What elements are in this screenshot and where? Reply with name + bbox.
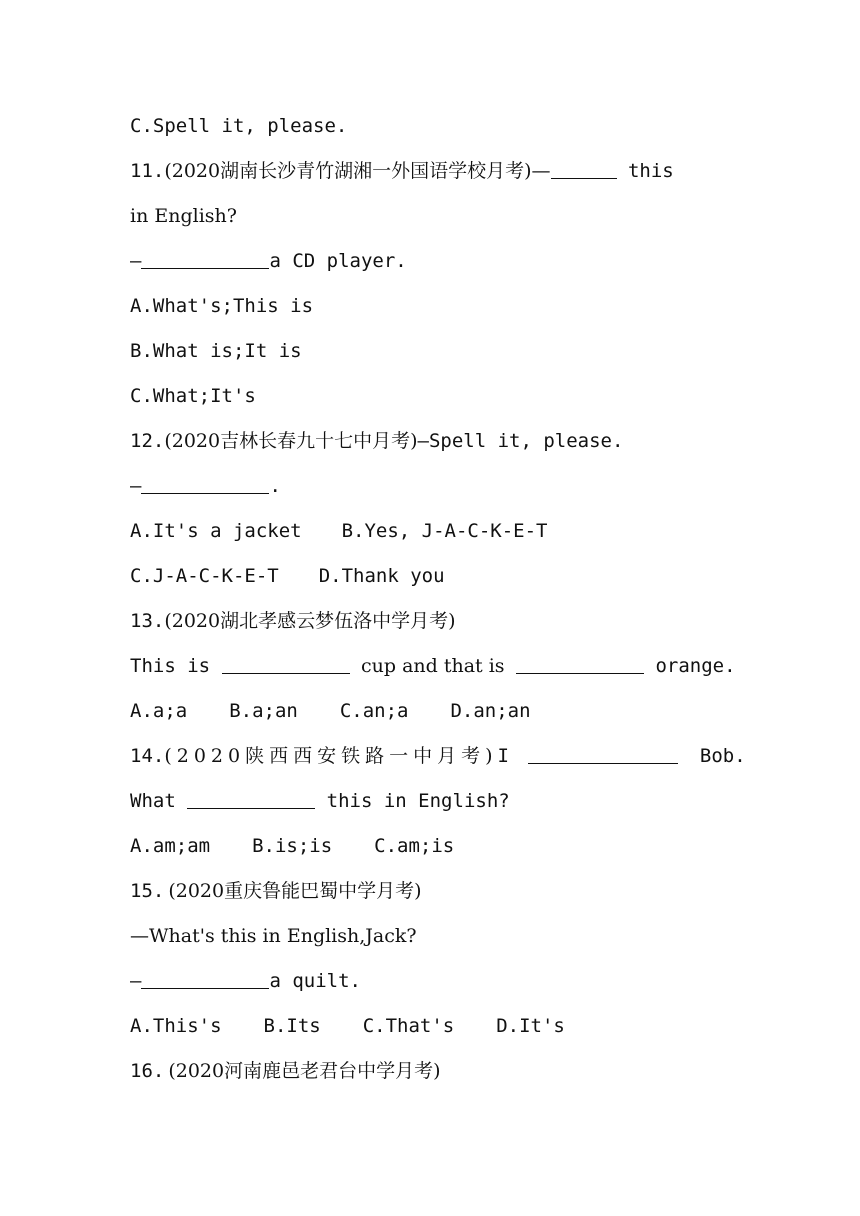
question-text: —What's this in English,Jack? bbox=[130, 925, 417, 947]
exercise-page bbox=[130, 104, 746, 1094]
question-text: this bbox=[627, 160, 674, 182]
question-text: a CD player. bbox=[269, 250, 407, 272]
option-a: A.This's bbox=[130, 1015, 222, 1037]
option-a: A.am;am bbox=[130, 835, 211, 857]
answer-blank[interactable] bbox=[222, 653, 350, 674]
option-c: C.That's bbox=[362, 1015, 455, 1037]
option-line bbox=[130, 689, 740, 734]
option-line bbox=[130, 509, 740, 554]
question-number: 15. bbox=[130, 880, 165, 902]
answer-blank[interactable] bbox=[551, 158, 617, 179]
option-c: C.Spell it, please. bbox=[130, 115, 348, 137]
question-line bbox=[130, 239, 740, 284]
dash: — bbox=[130, 250, 142, 272]
question-text: cup and that is bbox=[360, 655, 505, 677]
question-text: What bbox=[130, 790, 176, 812]
answer-blank[interactable] bbox=[141, 473, 269, 494]
answer-blank[interactable] bbox=[141, 968, 269, 989]
question-text: Bob. bbox=[699, 745, 746, 767]
option-line bbox=[130, 104, 740, 149]
question-line bbox=[130, 779, 740, 824]
question-number: 12. bbox=[130, 430, 165, 452]
option-c: C.am;is bbox=[374, 835, 455, 857]
question-text: This is bbox=[130, 655, 211, 677]
question-line bbox=[130, 464, 740, 509]
question-text: in English? bbox=[130, 205, 237, 227]
question-text: this in English? bbox=[326, 790, 510, 812]
question-12 bbox=[130, 419, 740, 464]
period: . bbox=[269, 475, 281, 497]
question-source: (2020湖南长沙青竹湖湘一外国语学校月考)— bbox=[164, 160, 551, 182]
option-line bbox=[130, 329, 740, 374]
dash: — bbox=[130, 970, 142, 992]
question-number: 13. bbox=[130, 610, 165, 632]
option-line bbox=[130, 554, 740, 599]
option-line bbox=[130, 284, 740, 329]
question-number: 11. bbox=[130, 160, 165, 182]
option-d: D.an;an bbox=[450, 700, 531, 722]
answer-blank[interactable] bbox=[141, 248, 269, 269]
question-source: (2020重庆鲁能巴蜀中学月考) bbox=[168, 880, 422, 902]
answer-blank[interactable] bbox=[187, 788, 315, 809]
option-b: B.What is;It is bbox=[130, 340, 302, 362]
option-b: B.Its bbox=[263, 1015, 321, 1037]
option-a: A.a;a bbox=[130, 700, 188, 722]
question-line bbox=[130, 914, 740, 959]
option-c: C.What;It's bbox=[130, 385, 256, 407]
question-11 bbox=[130, 149, 740, 194]
option-line bbox=[130, 374, 740, 419]
option-d: D.It's bbox=[496, 1015, 565, 1037]
question-number: 14. bbox=[130, 745, 165, 767]
question-16 bbox=[130, 1049, 740, 1094]
question-source: (2020湖北孝感云梦伍洛中学月考) bbox=[164, 610, 456, 632]
answer-blank[interactable] bbox=[528, 743, 678, 764]
question-source: (2020吉林长春九十七中月考) bbox=[164, 430, 418, 452]
question-line bbox=[130, 959, 740, 1004]
option-b: B.Yes, J-A-C-K-E-T bbox=[341, 520, 548, 542]
question-text: —Spell it, please. bbox=[417, 430, 624, 452]
question-line bbox=[130, 644, 740, 689]
question-number: 16. bbox=[130, 1060, 165, 1082]
question-source: (2020河南鹿邑老君台中学月考) bbox=[168, 1060, 441, 1082]
option-a: A.What's;This is bbox=[130, 295, 314, 317]
question-text: I bbox=[497, 745, 509, 767]
option-b: B.a;an bbox=[229, 700, 298, 722]
option-line bbox=[130, 824, 740, 869]
option-d: D.Thank you bbox=[318, 565, 445, 587]
question-source: (2020陕西西安铁路一中月考) bbox=[164, 745, 498, 767]
option-c: C.J-A-C-K-E-T bbox=[130, 565, 279, 587]
question-13 bbox=[130, 599, 740, 644]
question-line bbox=[130, 194, 740, 239]
question-14 bbox=[130, 734, 746, 779]
option-a: A.It's a jacket bbox=[130, 520, 302, 542]
option-b: B.is;is bbox=[252, 835, 333, 857]
question-text: orange. bbox=[655, 655, 736, 677]
answer-blank[interactable] bbox=[516, 653, 644, 674]
question-text: a quilt. bbox=[269, 970, 361, 992]
option-line bbox=[130, 1004, 740, 1049]
question-15 bbox=[130, 869, 740, 914]
dash: — bbox=[130, 475, 142, 497]
option-c: C.an;a bbox=[339, 700, 409, 722]
